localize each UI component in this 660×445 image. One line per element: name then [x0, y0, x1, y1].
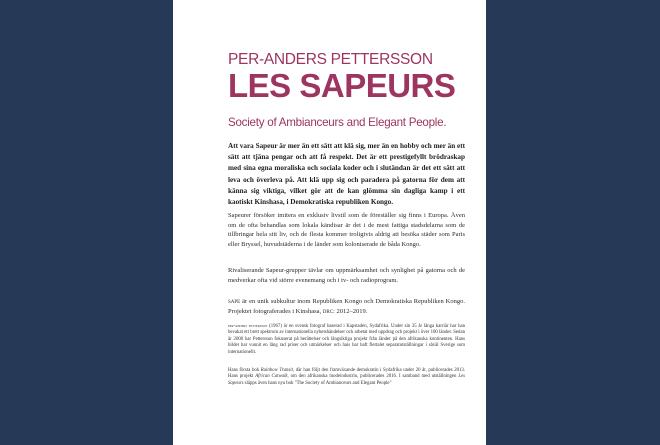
sape-term: sape — [228, 298, 241, 305]
book-title: LES SAPEURS — [228, 67, 456, 104]
book-african-catwalk: African Catwalk — [255, 374, 288, 380]
books-paragraph: Hans första bok Rainbow Transit, där han följt den framväxande demokratin i Sydafrika under 20 år, publicerades 2013. Hans projekt African Catwalk, om den afrikanska modeindustrin, publicerades 2016. I samband med utställningen Les Sapeurs släpps även hans nya bok "The Society of Ambianceurs and Elegant People" — [228, 368, 465, 386]
book-subtitle: Society of Ambianceurs and Elegant People. — [228, 116, 447, 129]
lead-paragraph: Att vara Sapeur är mer än ett sätt att klä sig, mer än en hobby och mer än ett sätt att tjäna pengar och att få respekt. Det är ett prestigefyllt brödraskap med sina egna moraliska och sociala koder och i slutändan är det ett sätt att leva och överleva på. Att klä upp sig och paradera på gatorna för dem att känna sig viktiga, vilket gör att de kan glömma sin dagliga kamp i ett kaotiskt Kinshasa, i Demokratiska republiken Kongo. — [228, 142, 465, 207]
book-page — [173, 0, 486, 445]
body-paragraph-3: sape är en unik subkultur inom Republiken Kongo och Demokratiska Republiken Kongo. Projektet fotograferades i Kinshasa, drc: 2012–2019. — [228, 298, 465, 315]
drc-abbrev: drc — [322, 307, 334, 315]
author-name: PER-ANDERS PETTERSSON — [228, 51, 433, 68]
bio-author-name: per-anders pettersson — [228, 324, 268, 329]
book-rainbow-transit: Rainbow Transit — [260, 368, 293, 373]
book-les-sapeurs: Les Sapeurs — [228, 374, 465, 386]
author-bio: per-anders pettersson (1967) är en svensk fotograf baserad i Kapstaden, Sydafrika. Under sin 35 år långa karriär har han bevakat ett brett spektrum av internationella nyhetshändelser och arbetat med uppdrag och projekt i över 100 länder. Sedan år 2000 har Pettersson fokuserat på berättelser och långsiktiga projekt från länder på den afrikanska kontinenten. Hans bilder har vunnit en lång rad priser och utmärkelser och hais har haft flertalet separatutställningar i såväl Sverige som internationellt. — [228, 324, 465, 355]
body-paragraph-2: Rivaliserande Sapeur-grupper tävlar om uppmärksamhet och synlighet på gatorna och de medverkar ofta vid större evenemang och i tv- och radioprogram. — [228, 267, 465, 284]
body-paragraph-1: Sapeurer försöker imitera en exklusiv livstil som de föreställer sig finns i Europa. Även om de ofta behandlas som lokala kändisar är det i de mest fattiga stadsdelarna som de tillbringar hela sitt liv, och de flesta kommer troligtvis aldrig att besöka städer som Paris eller Bryssel, huvudstäderna i de länder som koloniserade de båda Kongo. — [228, 212, 465, 248]
